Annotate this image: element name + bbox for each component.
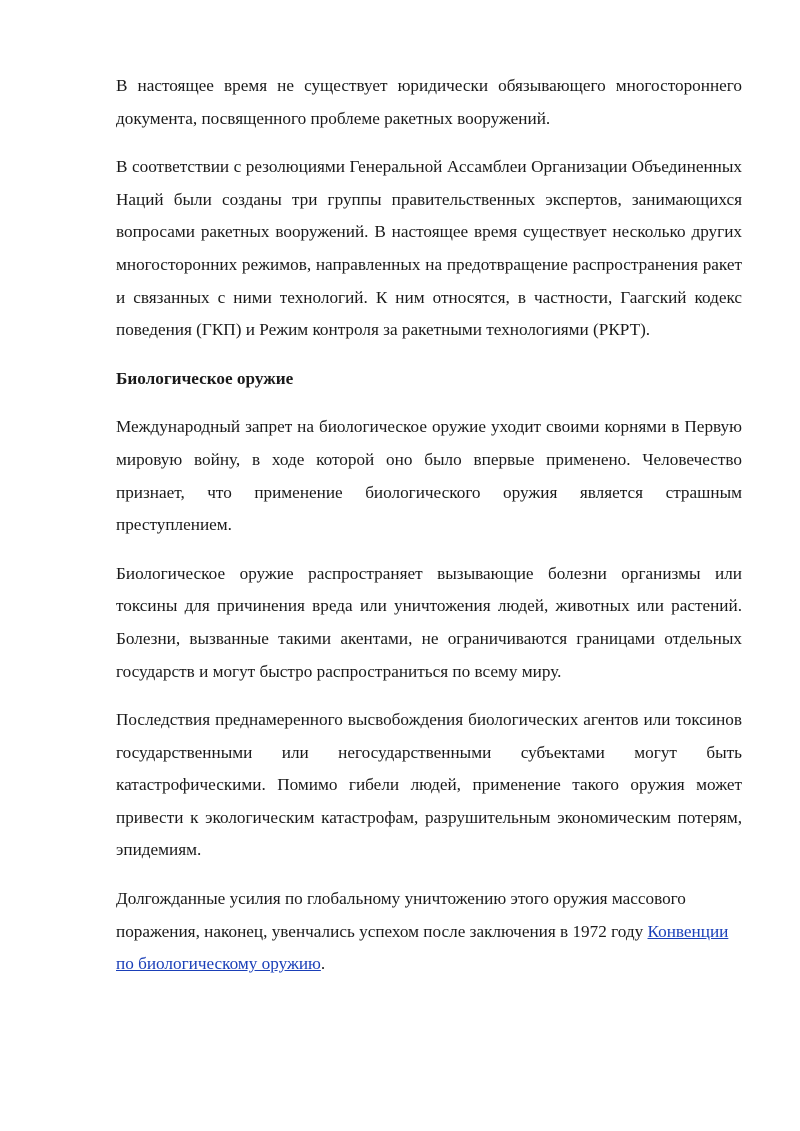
paragraph-convention-1972 xyxy=(116,883,742,981)
section-heading-biological-weapons: Биологическое оружие xyxy=(116,368,294,388)
paragraph-weapon-description: Биологическое оружие распространяет вызывающие болезни организмы или токсины для причинения вреда или уничтожения людей, животных или растений. Болезни, вызванные такими акентами, не ограничиваются границами отдельных государств и могут быстро распространиться по всему миру. xyxy=(116,563,742,681)
paragraph-un-expert-groups: В соответствии с резолюциями Генеральной Ассамблеи Организации Объединенных Наций были созданы три группы правительственных экспертов, занимающихся вопросами ракетных вооружений. В настоящее время существует несколько других многосторонних режимов, направленных на предотвращение распространения ракет и связанных с ними технологий. К ним относятся, в частности, Гаагский кодекс поведения (ГКП) и Режим контроля за ракетными технологиями (РКРТ). xyxy=(116,157,742,340)
paragraph-convention-end: . xyxy=(320,954,326,974)
paragraph-missile-treaty: В настоящее время не существует юридически обязывающего многостороннего документа, посвященного проблеме ракетных вооружений. xyxy=(116,76,742,128)
paragraph-consequences: Последствия преднамеренного высвобождения биологических агентов или токсинов государственными или негосударственными субъектами могут быть катастрофическими. Помимо гибели людей, применение такого оружия может привести к экологическим катастрофам, разрушительным экономическим потерям, эпидемиям. xyxy=(116,710,742,860)
bwc-convention-link[interactable]: Конвенции по биологическому оружию xyxy=(116,921,729,974)
paragraph-convention-text: Долгожданные усилия по глобальному уничтожению этого оружия массового поражения, наконец, увенчались успехом после заключения в 1972 году xyxy=(116,889,686,941)
document-page xyxy=(116,70,742,997)
paragraph-international-ban: Международный запрет на биологическое оружие уходит своими корнями в Первую мировую войну, в ходе которой оно было впервые применено. Человечество признает, что применение биологического оружия является страшным преступлением. xyxy=(116,417,742,535)
